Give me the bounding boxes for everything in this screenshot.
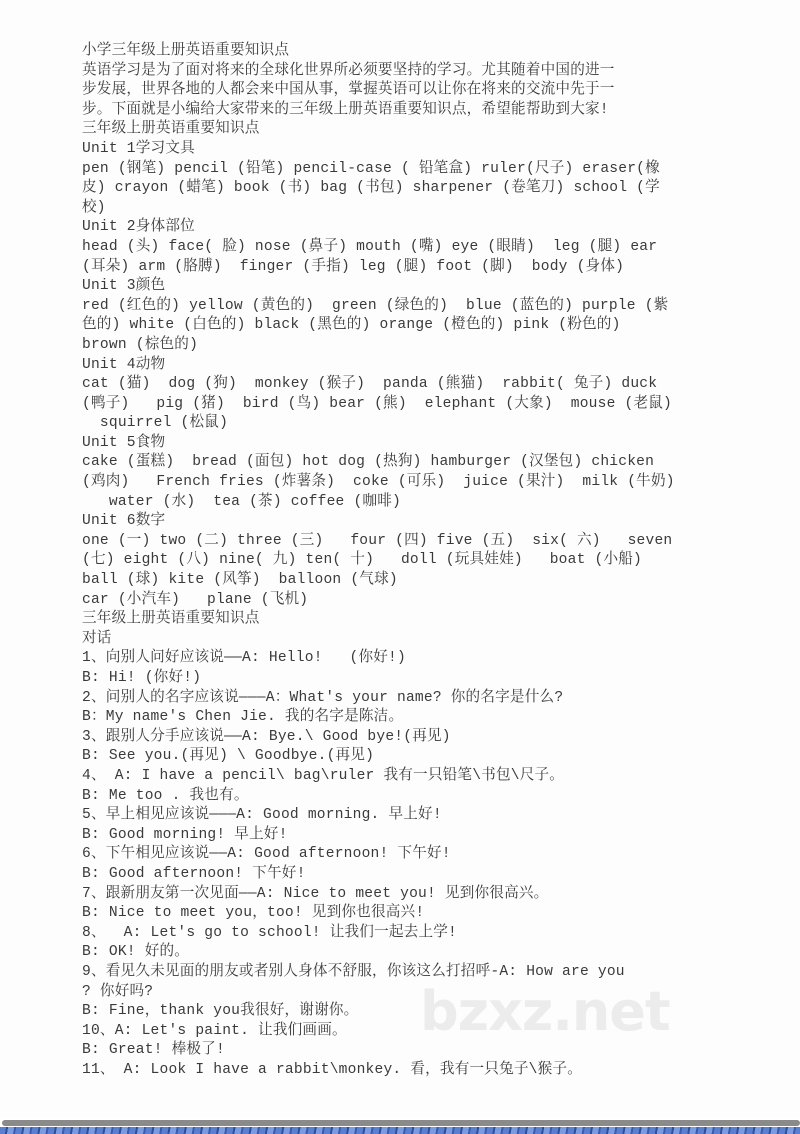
text-line: 校)	[82, 199, 106, 216]
text-line: 步。下面就是小编给大家带来的三年级上册英语重要知识点，希望能帮助到大家!	[82, 101, 609, 118]
text-line: B：My name's Chen Jie. 我的名字是陈洁。	[82, 709, 404, 726]
text-line: pen (钢笔) pencil (铅笔) pencil-case ( 铅笔盒) ruler(尺子) eraser(橡	[82, 160, 660, 177]
text-line: ball (球) kite (风筝) balloon (气球)	[82, 572, 398, 589]
text-line: squirrel (松鼠)	[82, 415, 229, 432]
text-line: water (水) tea (茶) coffee (咖啡)	[82, 493, 401, 510]
text-line: 小学三年级上册英语重要知识点	[82, 43, 290, 59]
text-line: B: Hi! (你好!)	[82, 670, 202, 686]
text-line: cake (蛋糕) bread (面包) hot dog (热狗) hamburger (汉堡包) chicken	[82, 454, 655, 471]
text-line: Unit 3颜色	[82, 278, 166, 295]
text-line: Unit 5食物	[82, 434, 166, 451]
text-line: car (小汽车) plane (飞机)	[82, 591, 309, 608]
text-line: B: Great! 棒极了!	[82, 1042, 225, 1059]
text-line: 11、 A: Look I have a rabbit\monkey. 看，我有一只兔子\猴子。	[82, 1061, 583, 1078]
text-line: 8、 A: Let's go to school! 让我们一起去上学!	[82, 924, 458, 941]
watermark: bzxz.net	[420, 980, 670, 1043]
text-line: cat (猫) dog (狗) monkey (猴子) panda (熊猫) rabbit( 兔子) duck	[82, 376, 658, 393]
text-line: (鸭子) pig (猪) bird (鸟) bear (熊) elephant (大象) mouse (老鼠)	[82, 395, 672, 412]
text-line: 1、向别人问好应该说——A: Hello! (你好!)	[82, 650, 406, 667]
text-line: Unit 4动物	[82, 356, 166, 373]
text-line: (耳朵) arm (胳膊) finger (手指) leg (腿) foot (脚) body (身体)	[82, 258, 625, 275]
text-line: (七) eight (八) nine( 九) ten( 十) doll (玩具娃娃) boat (小船)	[82, 552, 642, 569]
text-line: B: Good afternoon! 下午好!	[82, 865, 306, 882]
text-line: ? 你好吗?	[82, 983, 154, 1000]
text-line: B: Fine，thank you我很好，谢谢你。	[82, 1003, 359, 1020]
text-line: 7、跟新朋友第一次见面——A: Nice to meet you! 见到你很高兴。	[82, 885, 549, 902]
text-line: 皮) crayon (蜡笔) book (书) bag (书包) sharpener (卷笔刀) school (学	[82, 180, 660, 197]
text-line: 英语学习是为了面对将来的全球化世界所必须要坚持的学习。尤其随着中国的进一	[82, 62, 615, 79]
text-line: 三年级上册英语重要知识点	[82, 121, 260, 138]
document-text	[82, 42, 782, 1080]
text-line: Unit 1学习文具	[82, 140, 195, 157]
text-line: 2、问别人的名字应该说———A：What's your name? 你的名字是什么?	[82, 689, 564, 706]
text-line: head (头) face( 脸) nose (鼻子) mouth (嘴) eye (眼睛) leg (腿) ear	[82, 238, 658, 255]
text-line: brown (棕色的)	[82, 336, 199, 353]
text-line: 步发展，世界各地的人都会来中国从事，掌握英语可以让你在将来的交流中先于一	[82, 82, 615, 99]
text-line: Unit 2身体部位	[82, 219, 195, 236]
text-line: 6、下午相见应该说——A: Good afternoon! 下午好!	[82, 846, 451, 863]
text-line: B: Nice to meet you，too! 见到你也很高兴!	[82, 905, 425, 922]
desktop-background-strip	[0, 1127, 800, 1134]
text-line: 对话	[82, 630, 112, 647]
text-line: 3、跟别人分手应该说——A: Bye.\ Good bye!(再见)	[82, 728, 451, 745]
text-line: B: Me too . 我也有。	[82, 787, 249, 804]
horizontal-scrollbar[interactable]	[2, 1120, 800, 1126]
text-line: 三年级上册英语重要知识点	[82, 611, 260, 628]
text-line: 10、A: Let's paint. 让我们画画。	[82, 1022, 347, 1039]
text-line: 色的) white (白色的) black (黑色的) orange (橙色的) pink (粉色的)	[82, 317, 621, 334]
text-line: 4、 A: I have a pencil\ bag\ruler 我有一只铅笔\书包\尺子。	[82, 767, 565, 784]
text-line: one (一) two (二) three (三) four (四) five (五) six( 六) seven	[82, 532, 673, 549]
text-line: B: Good morning! 早上好!	[82, 826, 288, 843]
text-line: B: OK! 好的。	[82, 944, 190, 961]
text-line: 9、看见久未见面的朋友或者别人身体不舒服，你该这么打招呼-A: How are you	[82, 963, 625, 980]
text-line: 5、早上相见应该说———A: Good morning. 早上好!	[82, 807, 442, 824]
text-line: (鸡肉) French fries (炸薯条) coke (可乐) juice (果汁) milk (牛奶)	[82, 474, 675, 491]
text-line: red (红色的) yellow (黄色的) green (绿色的) blue (蓝色的) purple (紫	[82, 297, 669, 314]
text-line: Unit 6数字	[82, 513, 166, 530]
text-line: B: See you.(再见) \ Goodbye.(再见)	[82, 748, 375, 765]
